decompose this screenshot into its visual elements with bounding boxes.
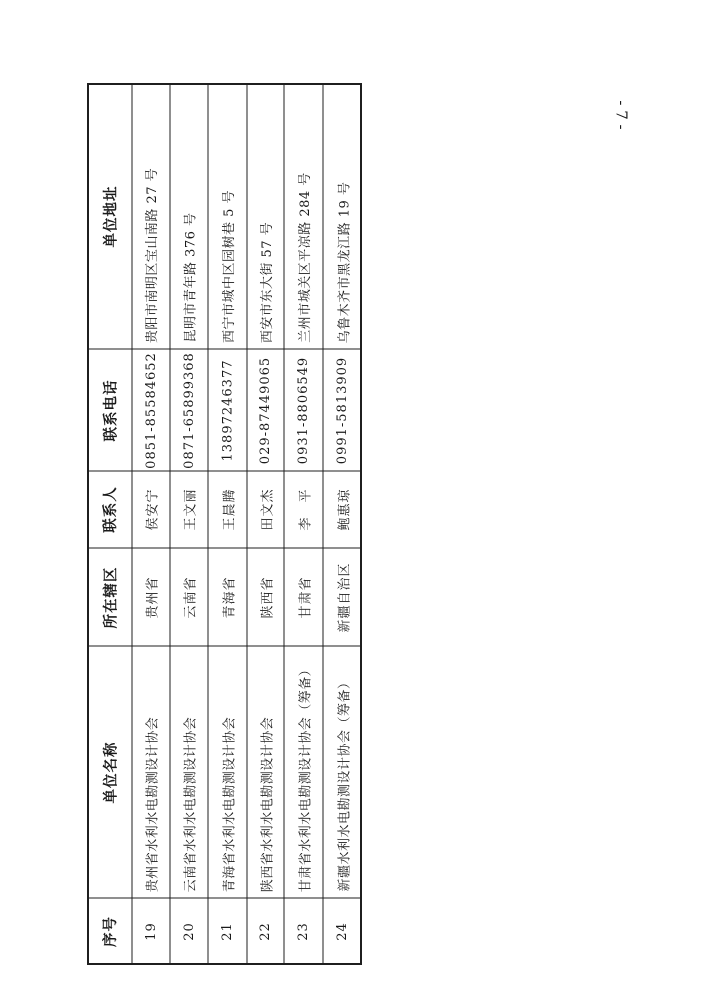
row-19-phone	[132, 349, 170, 471]
row-19-serial	[132, 898, 170, 965]
contact-table	[87, 83, 362, 965]
row-22-address-text: 西安市东大街 57 号	[260, 221, 275, 343]
row-21-unit-name	[208, 646, 247, 898]
row-20-district-text: 云南省	[183, 575, 199, 619]
row-24-unit-name	[323, 646, 362, 898]
row-21-contact-person-text: 王晨腾	[222, 488, 238, 531]
row-24-contact-person-text: 鲍惠琼	[337, 488, 353, 531]
row-19-contact-person-text: 侯安宁	[145, 488, 161, 531]
header-unit-name-text: 单位名称	[103, 741, 119, 803]
header-serial-text: 序号	[103, 916, 119, 947]
row-23-district	[284, 548, 323, 646]
row-23-contact-person	[284, 471, 323, 548]
row-19-unit-name-text: 贵州省水利水电勘测设计协会	[145, 716, 161, 892]
row-19-address-text: 贵阳市南明区宝山南路 27 号	[145, 167, 161, 343]
row-19-district-text: 贵州省	[145, 575, 161, 619]
row-20-unit-name	[170, 646, 208, 898]
row-22-phone	[247, 349, 284, 471]
row-23-phone-text: 0931-8806549	[296, 356, 311, 464]
row-19-district	[132, 548, 170, 646]
row-20-phone	[170, 349, 208, 471]
row-21-district	[208, 548, 247, 646]
header-contact-person-text: 联系人	[103, 486, 119, 533]
row-20-contact-person	[170, 471, 208, 548]
row-22-contact-person-text: 田文杰	[260, 488, 276, 531]
row-23-address	[284, 83, 323, 349]
row-24-phone-text: 0991-5813909	[335, 356, 350, 464]
row-20-address	[170, 83, 208, 349]
row-23-address-text: 兰州市城关区平凉路 284 号	[298, 172, 314, 343]
row-22-unit-name-text: 陕西省水利水电勘测设计协会	[260, 716, 276, 892]
row-23-phone	[284, 349, 323, 471]
row-22-contact-person	[247, 471, 284, 548]
row-20-serial-text: 20	[181, 922, 197, 941]
row-19-phone-text: 0851-85584652	[143, 351, 159, 469]
row-20-serial	[170, 898, 208, 965]
row-20-phone-text: 0871-65899368	[181, 351, 197, 469]
header-district	[87, 548, 132, 646]
row-23-district-text: 甘肃省	[298, 575, 314, 619]
row-19-address	[132, 83, 170, 349]
row-20-district	[170, 548, 208, 646]
row-20-unit-name-text: 云南省水利水电勘测设计协会	[183, 716, 199, 892]
row-21-unit-name-text: 青海省水利水电勘测设计协会	[222, 716, 238, 892]
header-unit-name	[87, 646, 132, 898]
header-phone	[87, 349, 132, 471]
row-23-contact-person-text: 李 平	[298, 488, 314, 531]
row-21-address-text: 西宁市城中区园树巷 5 号	[222, 189, 238, 343]
header-address-text: 单位地址	[103, 185, 119, 247]
row-24-contact-person	[323, 471, 362, 548]
header-address	[87, 83, 132, 349]
row-21-contact-person	[208, 471, 247, 548]
page-number	[612, 92, 632, 138]
row-24-unit-name-text: 新疆水利水电勘测设计协会（筹备）	[337, 675, 353, 892]
row-21-district-text: 青海省	[222, 575, 238, 619]
row-19-unit-name	[132, 646, 170, 898]
page-number-text: - 7 -	[613, 100, 631, 130]
row-24-phone	[323, 349, 362, 471]
row-24-serial	[323, 898, 362, 965]
row-24-district	[323, 548, 362, 646]
row-21-address	[208, 83, 247, 349]
row-22-address	[247, 83, 284, 349]
row-24-address-text: 乌鲁木齐市黑龙江路 19 号	[337, 181, 352, 343]
row-22-district	[247, 548, 284, 646]
row-21-serial-text: 21	[219, 922, 235, 941]
row-21-phone	[208, 349, 247, 471]
row-23-unit-name	[284, 646, 323, 898]
row-24-serial-text: 24	[334, 922, 350, 941]
row-20-address-text: 昆明市青年路 376 号	[183, 212, 199, 343]
header-contact-person	[87, 471, 132, 548]
row-23-unit-name-text: 甘肃省水利水电勘测设计协会（筹备）	[298, 662, 314, 892]
row-19-serial-text: 19	[143, 922, 159, 941]
row-24-address	[323, 83, 362, 349]
row-23-serial-text: 23	[295, 922, 311, 941]
header-serial	[87, 898, 132, 965]
row-22-serial-text: 22	[257, 922, 273, 941]
row-22-phone-text: 029-87449065	[258, 356, 273, 464]
row-22-unit-name	[247, 646, 284, 898]
row-21-serial	[208, 898, 247, 965]
header-district-text: 所在辖区	[103, 566, 119, 628]
row-24-district-text: 新疆自治区	[337, 561, 353, 633]
row-20-contact-person-text: 王文丽	[183, 488, 199, 531]
row-22-serial	[247, 898, 284, 965]
row-21-phone-text: 13897246377	[220, 359, 236, 461]
row-22-district-text: 陕西省	[260, 575, 276, 619]
row-19-contact-person	[132, 471, 170, 548]
header-phone-text: 联系电话	[103, 379, 119, 441]
row-23-serial	[284, 898, 323, 965]
